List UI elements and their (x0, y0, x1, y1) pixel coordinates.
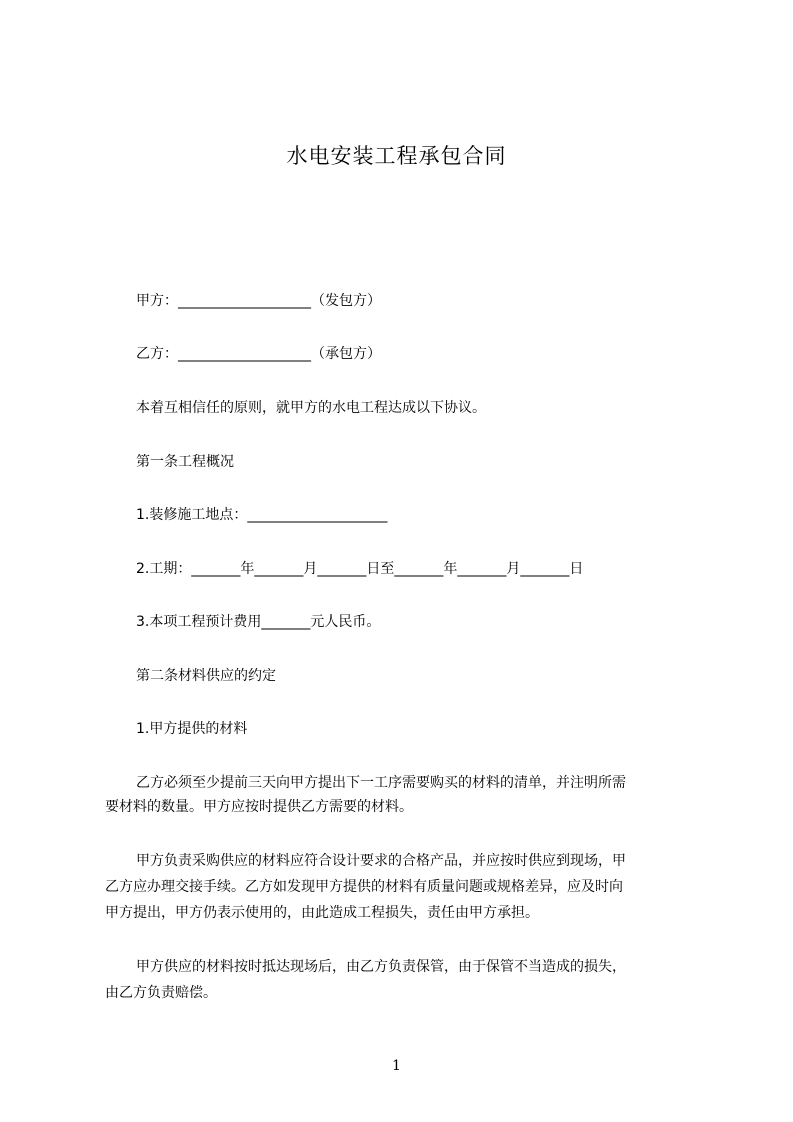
article1-heading: 第一条工程概况 (136, 454, 234, 470)
article2-item-materials: 1.甲方提供的材料 (136, 721, 248, 737)
document-title: 水电安装工程承包合同 (286, 144, 507, 168)
page-number: 1 (392, 1058, 401, 1074)
paragraph-line: 甲方负责采购供应的材料应符合设计要求的合格产品，并应按时供应到现场，甲 (136, 853, 626, 869)
intro-paragraph: 本着互相信任的原则，就甲方的水电工程达成以下协议。 (136, 400, 486, 416)
paragraph-line: 要材料的数量。甲方应按时提供乙方需要的材料。 (105, 799, 413, 815)
paragraph-line: 乙方必须至少提前三天向甲方提出下一工序需要购买的材料的清单，并注明所需 (136, 775, 626, 791)
article1-item-cost: 3.本项工程预计费用_______元人民币。 (136, 614, 381, 630)
article1-item-duration: 2.工期：_______年_______月_______日至_______年_______月_______日 (136, 561, 584, 577)
paragraph-line: 由乙方负责赔偿。 (105, 985, 217, 1001)
article2-heading: 第二条材料供应的约定 (136, 668, 276, 684)
party-b-line: 乙方：___________________（承包方） (136, 346, 381, 362)
paragraph-line: 甲方提出，甲方仍表示使用的，由此造成工程损失，责任由甲方承担。 (105, 905, 539, 921)
party-a-line: 甲方：___________________（发包方） (136, 293, 381, 309)
article1-item-location: 1.装修施工地点：____________________ (136, 507, 388, 523)
paragraph-line: 甲方供应的材料按时抵达现场后，由乙方负责保管，由于保管不当造成的损失， (136, 959, 626, 975)
paragraph-line: 乙方应办理交接手续。乙方如发现甲方提供的材料有质量问题或规格差异，应及时向 (105, 879, 623, 895)
